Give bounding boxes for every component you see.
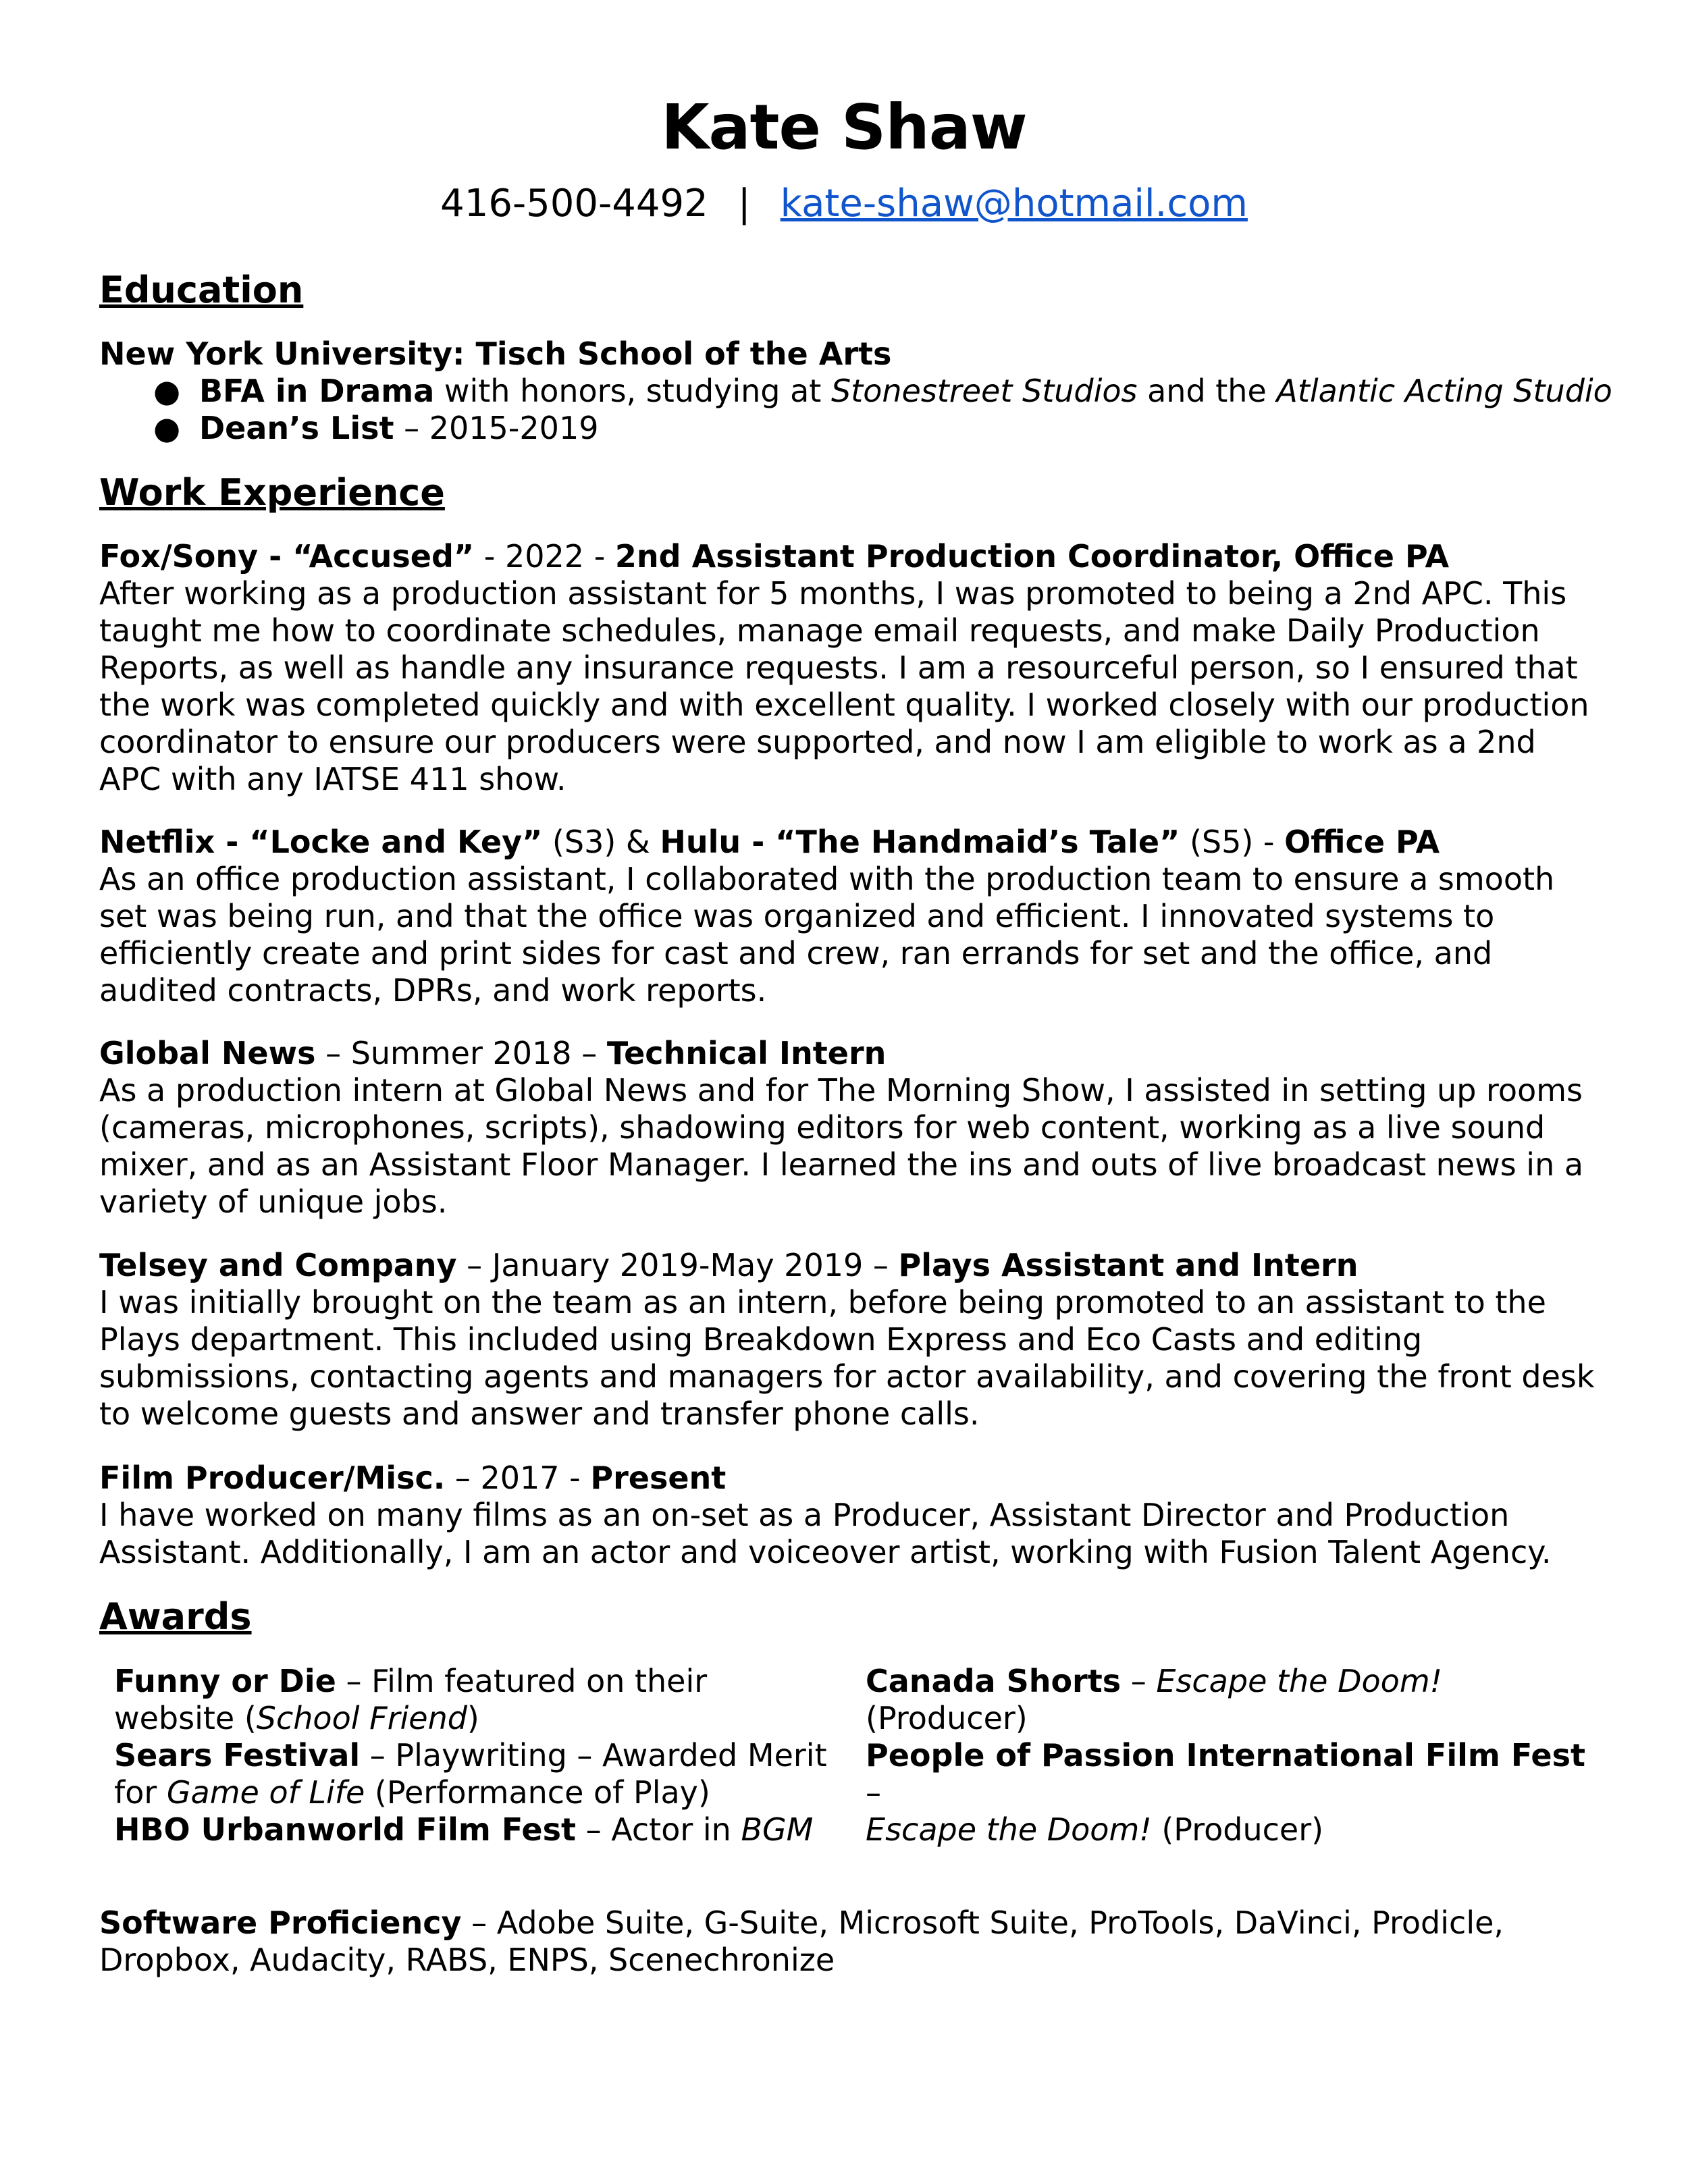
award-text: – [1121,1663,1157,1699]
software-proficiency [99,1905,1598,1979]
award-item [114,1663,830,1737]
deans-list-label: Dean’s List [199,410,394,446]
job-title-line [99,1247,1598,1284]
studio-name-2: Atlantic Acting Studio [1276,373,1612,409]
award-item [114,1811,830,1848]
award-item [866,1737,1595,1848]
award-text-2: (Producer) [1151,1811,1324,1848]
awards-column-right [866,1663,1595,1848]
education-heading: Education [99,269,304,311]
contact-line [99,181,1589,226]
award-work: Escape the Doom! [866,1811,1152,1848]
candidate-name: Kate Shaw [661,91,1027,163]
job-date: – 2017 - [445,1460,591,1496]
job-description: As a production intern at Global News and for The Morning Show, I assisted in setting up rooms (cameras, microphones, scripts), shadowing editors for web content, working as a live sound mixer, and as an Assistant Floor Manager. I learned the ins and outs of live broadcast news in a variety of unique jobs. [99,1072,1584,1220]
award-name: Sears Festival [114,1737,361,1774]
award-work: School Friend [256,1700,467,1736]
job-title-line [99,1460,1598,1497]
job-role: Technical Intern [606,1035,887,1071]
job-role: Plays Assistant and Intern [898,1247,1359,1283]
job-description: I was initially brought on the team as an intern, before being promoted to an assistant to the Plays department. This included using Breakdown Express and Eco Casts and editing submissions, contacting agents and managers for actor availability, and covering the front desk to welcome guests and answer and transfer phone calls. [99,1284,1595,1432]
studio-name: Stonestreet Studios [830,373,1138,409]
award-name: Funny or Die [114,1663,336,1699]
work-experience-heading: Work Experience [99,471,445,514]
employer: Film Producer/Misc. [99,1460,446,1496]
software-label: Software Proficiency [99,1905,462,1941]
award-name: HBO Urbanworld Film Fest [114,1811,576,1848]
awards-column-left [114,1663,830,1848]
employer: Global News [99,1035,316,1071]
job-role: 2nd Assistant Production Coordinator, Office PA [614,538,1450,575]
award-work: BGM [741,1811,814,1848]
award-item [866,1663,1595,1737]
job-role: Office PA [1284,824,1440,860]
job-title-line [99,1035,1598,1072]
award-text-2: (Performance of Play) [365,1774,710,1811]
employer: Fox/Sony - “Accused” [99,538,475,575]
education-bullet-degree [153,373,1612,410]
job-date: – January 2019-May 2019 – [456,1247,899,1283]
award-text-2: ) [467,1700,479,1736]
software-list: – Adobe Suite, G-Suite, Microsoft Suite, ProTools, DaVinci, Prodicle, Dropbox, Audacity, RABS, ENPS, Scenechronize [99,1905,1504,1978]
email-link[interactable]: kate-shaw@hotmail.com [780,182,1248,225]
employer: Netflix - “Locke and Key” [99,824,543,860]
award-name: People of Passion International Film Fest [866,1737,1585,1774]
awards-heading: Awards [99,1595,252,1638]
deans-list-years: – 2015-2019 [394,410,599,446]
award-text: – Playwriting – Awarded Merit for [114,1737,827,1811]
award-text-2: (Producer) [866,1700,1028,1736]
job-title-line [99,538,1598,575]
bullet-icon: ● [153,410,181,446]
award-work: Game of Life [166,1774,365,1811]
degree-text: with honors, studying at [434,373,831,409]
job-description: I have worked on many films as an on-set as a Producer, Assistant Director and Production Assistant. Additionally, I am an actor and voiceover artist, working with Fusion Talent Agency. [99,1497,1552,1570]
award-name: Canada Shorts [866,1663,1122,1699]
job-title-line [99,824,1598,861]
contact-separator: | [737,182,751,225]
award-text: – Film featured on their website ( [114,1663,708,1736]
award-item [114,1737,830,1811]
school-name: New York University: Tisch School of the Arts [99,336,892,372]
education-school [99,336,1598,373]
job-description: As an office production assistant, I collaborated with the production team to ensure a smooth set was being run, and that the office was organized and efficient. I innovated systems to efficiently create and print sides for cast and crew, ran errands for set and the office, and audited contracts, DPRs, and work reports. [99,861,1555,1009]
education-bullet-deans-list [153,410,598,447]
job-date: – Summer 2018 – [315,1035,607,1071]
degree-label: BFA in Drama [199,373,435,409]
bullet-icon: ● [153,373,181,409]
employer-2: Hulu - “The Handmaid’s Tale” [660,824,1180,860]
job-date: - 2022 - [474,538,615,575]
award-work: Escape the Doom! [1156,1663,1443,1699]
degree-text-2: and the [1137,373,1277,409]
award-text: – Actor in [575,1811,741,1848]
job-role: Present [590,1460,727,1496]
job-season: (S3) & [542,824,660,860]
phone-number: 416-500-4492 [440,182,708,225]
job-description: After working as a production assistant for 5 months, I was promoted to being a 2nd APC. This taught me how to coordinate schedules, manage email requests, and make Daily Production Reports, as well as handle any insurance requests. I am a resourceful person, so I ensured that the work was completed quickly and with excellent quality. I worked closely with our production coordinator to ensure our producers were supported, and now I am eligible to work as a 2nd APC with any IATSE 411 show. [99,575,1589,797]
job-season-2: (S5) - [1180,824,1285,860]
award-text: – [866,1774,881,1811]
employer: Telsey and Company [99,1247,457,1283]
